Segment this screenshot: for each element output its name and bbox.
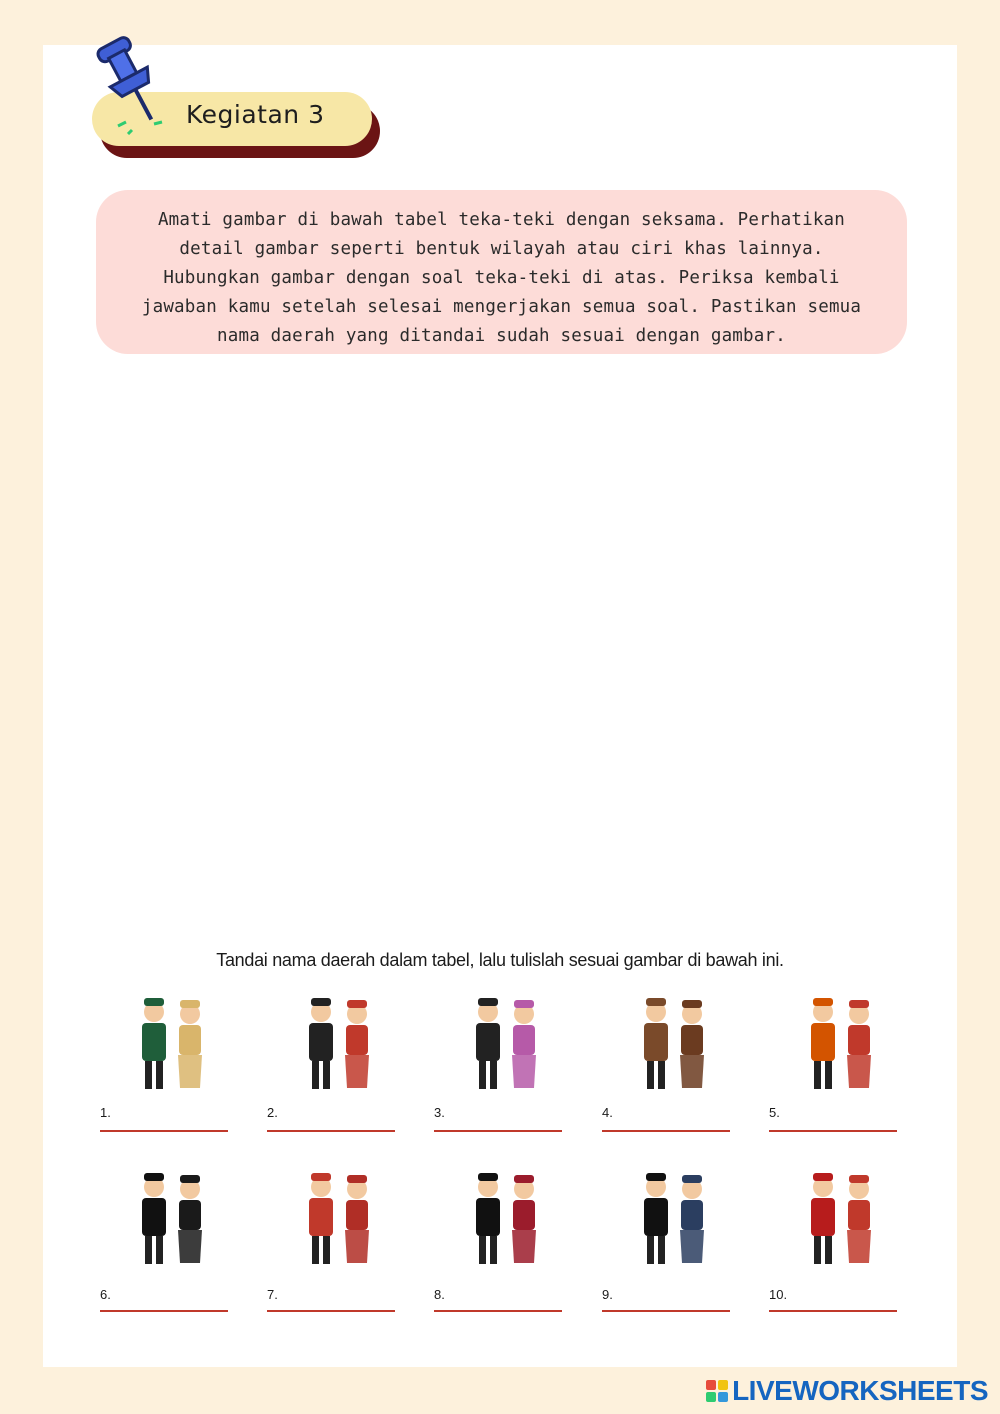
answer-line[interactable] [602,1130,730,1132]
logo-text: LIVEWORKSHEETS [732,1375,988,1406]
logo-mark-icon [706,1380,728,1402]
answer-line[interactable] [267,1310,395,1312]
item-number: 6. [100,1287,111,1302]
answer-line[interactable] [100,1310,228,1312]
answer-line[interactable] [434,1130,562,1132]
item-number: 3. [434,1105,445,1120]
item-number: 5. [769,1105,780,1120]
couple-figure-icon [787,1165,897,1275]
answer-line[interactable] [769,1310,897,1312]
couple-figure-icon [452,990,562,1100]
instructions-box: Amati gambar di bawah tabel teka-teki dengan seksama. Perhatikan detail gambar seperti bentuk wilayah atau ciri khas lainnya. Hubungkan gambar dengan soal teka-teki di atas. Periksa kembali jawaban kamu setelah selesai mengerjakan semua soal. Pastikan semua nama daerah yang ditandai sudah sesuai dengan gambar. [96,190,907,354]
answer-line[interactable] [267,1130,395,1132]
couple-figure-icon [787,990,897,1100]
page-title: Kegiatan 3 [186,100,325,129]
couple-figure-icon [118,1165,228,1275]
couple-figure-icon [452,1165,562,1275]
couple-figure-icon [620,990,730,1100]
item-number: 8. [434,1287,445,1302]
puzzle-area [96,370,907,930]
liveworksheets-logo [706,1376,988,1406]
answer-line[interactable] [769,1130,897,1132]
item-number: 10. [769,1287,788,1302]
item-number: 2. [267,1105,278,1120]
answer-line[interactable] [434,1310,562,1312]
item-number: 7. [267,1287,278,1302]
couple-figure-icon [620,1165,730,1275]
pushpin-icon [96,30,176,135]
item-number: 4. [602,1105,613,1120]
item-number: 9. [602,1287,613,1302]
answer-line[interactable] [602,1310,730,1312]
couple-figure-icon [118,990,228,1100]
subtitle: Tandai nama daerah dalam tabel, lalu tulislah sesuai gambar di bawah ini. [216,950,784,970]
item-number: 1. [100,1105,111,1120]
couple-figure-icon [285,990,395,1100]
answer-line[interactable] [100,1130,228,1132]
couple-figure-icon [285,1165,395,1275]
